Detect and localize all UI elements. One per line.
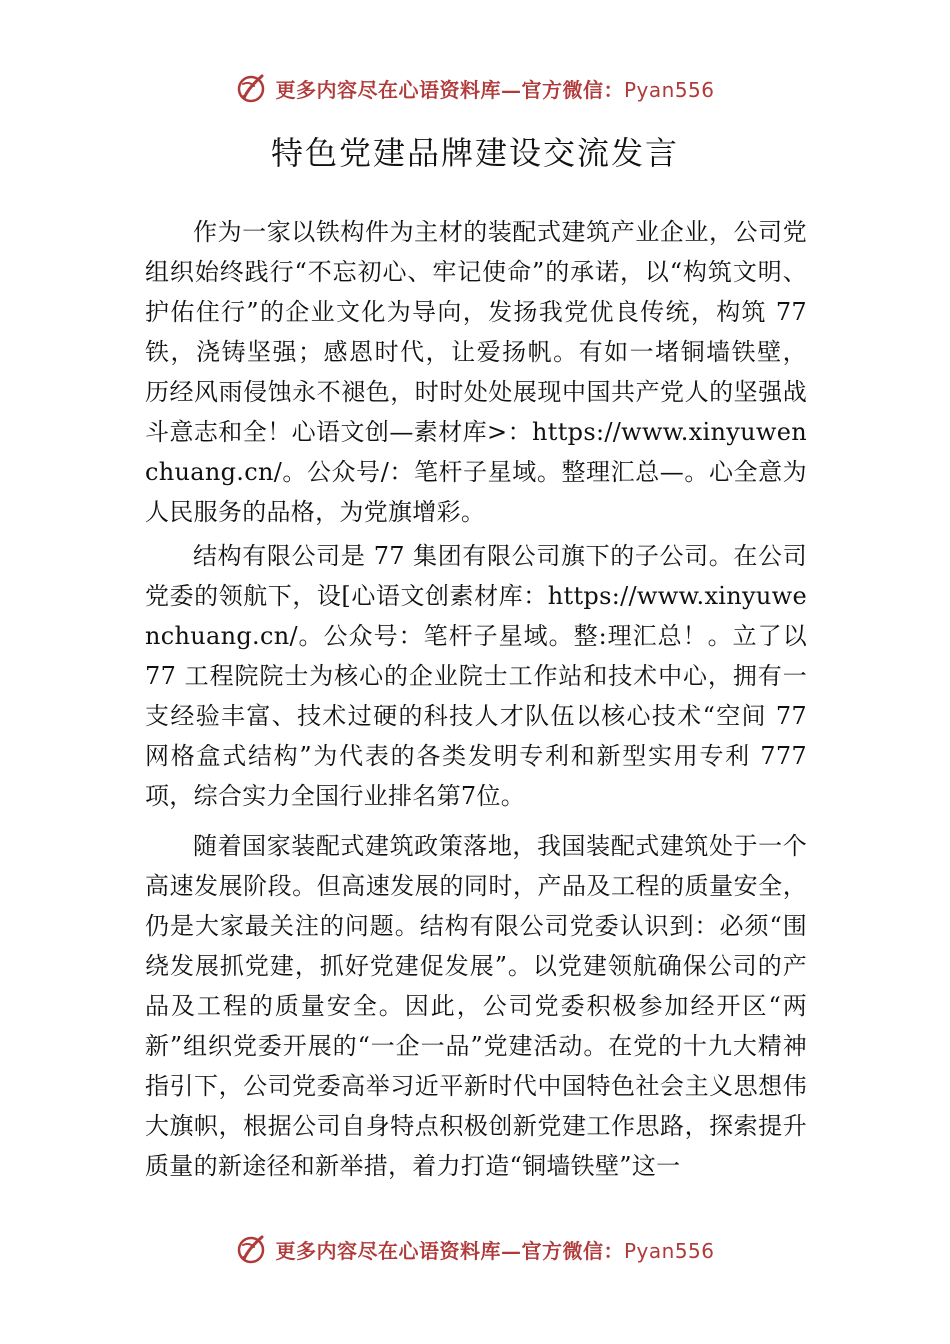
- paragraph-2: 结构有限公司是 77 集团有限公司旗下的子公司。在公司党委的领航下，设[心语文创素材库：https://www.xinyuwenchuang.cn/。公众号：笔杆子星域。整:理汇总！。立了以 77 工程院院士为核心的企业院士工作站和技术中心，拥有一支经验丰富、技术过硬的科技人才队伍以核心技术“空间 77 网格盒式结构”为代表的各类发明专利和新型实用专利 777项，综合实力全国行业排名第7位。: [145, 542, 807, 810]
- page-title: 特色党建品牌建设交流发言: [270, 134, 679, 172]
- watermark-handle: Pyan556: [623, 1238, 715, 1263]
- footer-watermark: [0, 1233, 950, 1265]
- watermark-handle: Pyan556: [623, 77, 715, 102]
- paragraph-3: 随着国家装配式建筑政策落地，我国装配式建筑处于一个高速发展阶段。但高速发展的同时，产品及工程的质量安全，仍是大家最关注的问题。结构有限公司党委认识到：必须“围绕发展抓党建，抓好党建促发展”。以党建领航确保公司的产品及工程的质量安全。因此，公司党委积极参加经开区“两新”组织党委开展的“一企一品”党建活动。在党的十九大精神指引下，公司党委高举习近平新时代中国特色社会主义思想伟大旗帜，根据公司自身特点积极创新党建工作思路，探索提升质量的新途径和新举措，着力打造“铜墙铁壁”这一: [145, 832, 807, 1180]
- watermark-text: 更多内容尽在心语资料库—官方微信：Pyan556: [275, 77, 715, 102]
- document-body: [145, 212, 807, 1190]
- brush-logo-icon: [235, 1233, 267, 1265]
- header-watermark: [0, 72, 950, 104]
- brush-logo-icon: [235, 72, 267, 104]
- watermark-text: 更多内容尽在心语资料库—官方微信：Pyan556: [275, 1238, 715, 1263]
- paragraph-1: 作为一家以铁构件为主材的装配式建筑产业企业，公司党组织始终践行“不忘初心、牢记使命”的承诺，以“构筑文明、护佑住行”的企业文化为导向，发扬我党优良传统，构筑 77 铁，浇铸坚强；感恩时代，让爱扬帆。有如一堵铜墙铁壁， 历经风雨侵蚀永不褪色，时时处处展现中国共产党人的坚强战斗意志和全！心语文创—素材库>：https://www.xinyuwenchuang.cn/。公众号/：笔杆子星域。整理汇总—。心全意为人民服务的品格，为党旗增彩。: [145, 218, 807, 526]
